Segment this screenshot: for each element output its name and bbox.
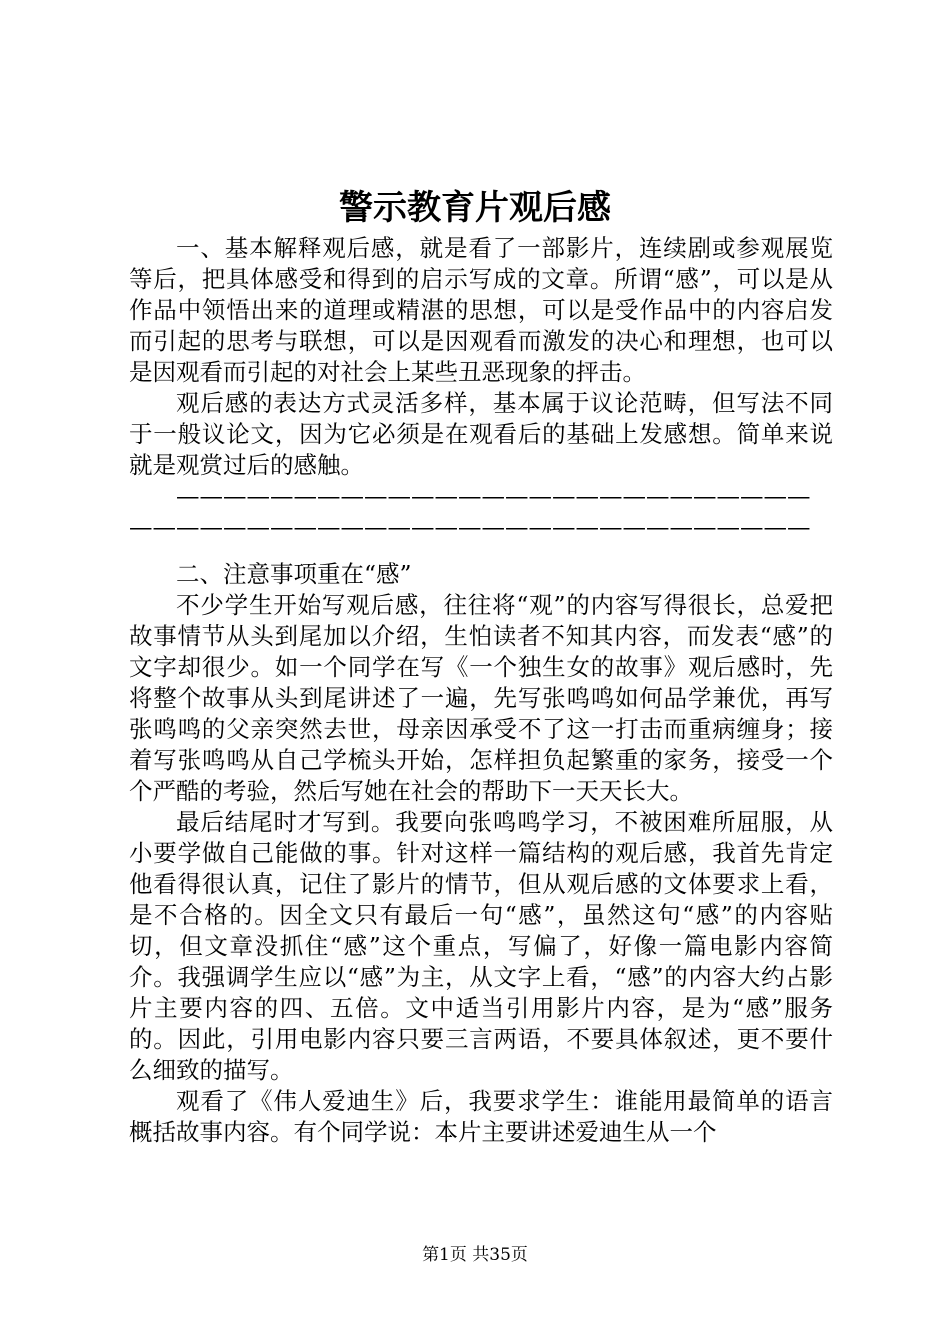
spacer	[129, 543, 833, 559]
document-body	[129, 233, 833, 1148]
page-number-footer: 第1页 共35页	[422, 1245, 528, 1265]
paragraph-common-mistake: 不少学生开始写观后感，往往将“观”的内容写得很长，总爱把故事情节从头到尾加以介绍，生怕读者不知其内容，而发表“感”的文字却很少。如一个同学在写《一个独生女的故事》观后感时，先将整个故事从头到尾讲述了一遍，先写张鸣鸣如何品学兼优，再写张鸣鸣的父亲突然去世，母亲因承受不了这一打击而重病缠身；接着写张鸣鸣从自己学梳头开始，怎样担负起繁重的家务，接受一个个严酷的考验，然后写她在社会的帮助下一天天长大。	[129, 591, 833, 805]
section-heading: 二、注意事项重在“感”	[176, 560, 412, 588]
paragraph-ending-critique: 最后结尾时才写到。我要向张鸣鸣学习，不被困难所屈服，从小要学做自己能做的事。针对这样一篇结构的观后感，我首先肯定他看得很认真，记住了影片的情节，但从观后感的文体要求上看，是不合格的。因全文只有最后一句“感”，虽然这句“感”的内容贴切，但文章没抓住“感”这个重点，写偏了，好像一篇电影内容简介。我强调学生应以“感”为主，从文字上看，“感”的内容大约占影片主要内容的四、五倍。文中适当引用影片内容，是为“感”服务的。因此，引用电影内容只要三言两语，不要具体叙述，更不要什么细致的描写。	[129, 808, 833, 1084]
document-title: 警示教育片观后感	[339, 188, 611, 228]
paragraph-edison-example: 观看了《伟人爱迪生》后，我要求学生：谁能用最简单的语言概括故事内容。有个同学说：本片主要讲述爱迪生从一个	[129, 1087, 833, 1146]
paragraph-expression: 观后感的表达方式灵活多样，基本属于议论范畴，但写法不同于一般议论文，因为它必须是在观看后的基础上发感想。简单来说就是观赏过后的感触。	[129, 389, 833, 479]
dash-separator: ————————————————————————————————————————————————————————	[129, 482, 811, 541]
paragraph-definition: 一、基本解释观后感，就是看了一部影片，连续剧或参观展览等后，把具体感受和得到的启示写成的文章。所谓“感”，可以是从作品中领悟出来的道理或精湛的思想，可以是受作品中的内容启发而引起的思考与联想，可以是因观看而激发的决心和理想，也可以是因观看而引起的对社会上某些丑恶现象的抨击。	[129, 234, 833, 386]
